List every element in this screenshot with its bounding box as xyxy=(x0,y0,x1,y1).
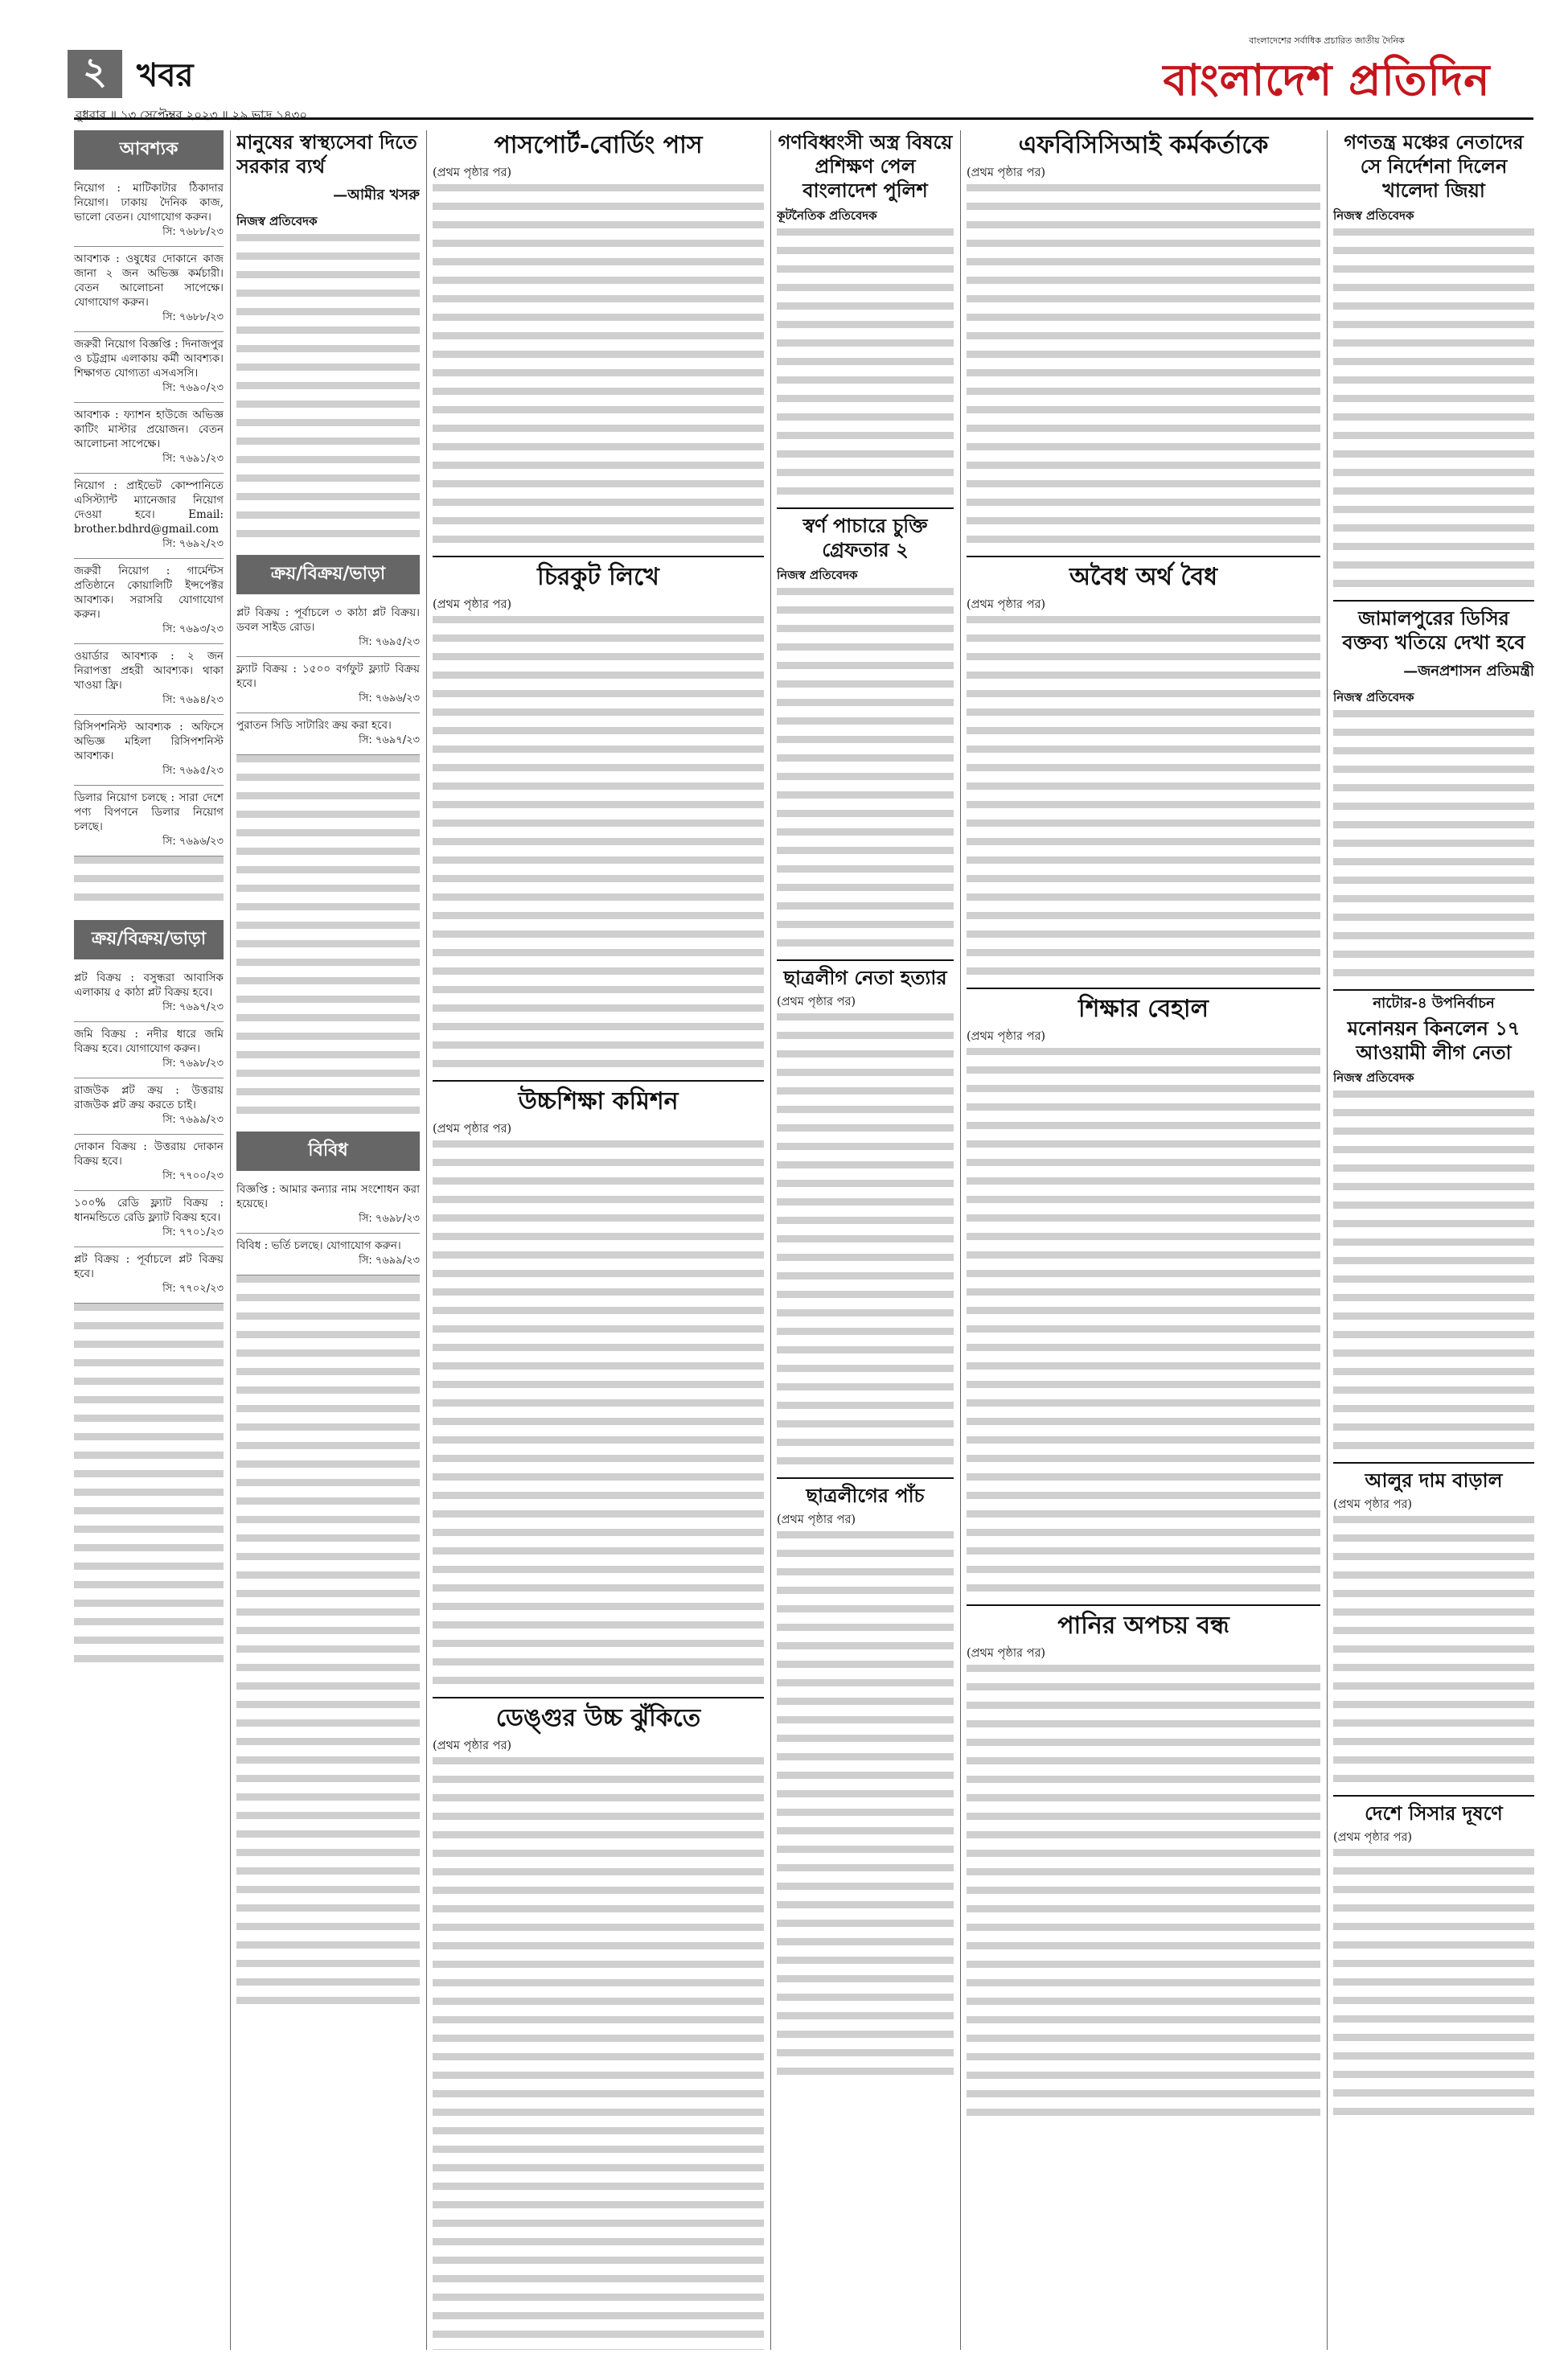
continued-note: (প্রথম পৃষ্ঠার পর) xyxy=(1333,1831,1413,1844)
article-byline: নিজস্ব প্রতিবেদক xyxy=(777,568,858,582)
column-eight xyxy=(1333,130,1534,2350)
article-headline: পানির অপচয় বন্ধ xyxy=(1057,1612,1229,1640)
continued-note: (প্রথম পৃষ্ঠার পর) xyxy=(777,996,856,1008)
page-number: ২ xyxy=(68,50,122,98)
article-kicker: নাটোর-৪ উপনির্বাচন xyxy=(1373,995,1495,1012)
classified-ad: ডিলার নিয়োগ চলছে : সারা দেশে পণ্য বিপণনে ডিলার নিয়োগ চলছে। সি: ৭৬৯৬/২৩ xyxy=(74,786,224,856)
article-attribution: —জনপ্রশাসন প্রতিমন্ত্রী xyxy=(1403,663,1534,680)
article-attribution: —আমীর খসরু xyxy=(333,187,420,203)
article-headline: মনোনয়ন কিনলেন ১৭ আওয়ামী লীগ নেতা xyxy=(1347,1017,1521,1064)
classified-heading: আবশ্যক xyxy=(74,130,224,170)
buy-sell-heading: ক্রয়/বিক্রয়/ভাড়া xyxy=(236,555,420,594)
continued-note: (প্রথম পৃষ্ঠার পর) xyxy=(433,1123,512,1136)
article-byline: নিজস্ব প্রতিবেদক xyxy=(1333,690,1414,704)
article-headline: জামালপুরের ডিসির বক্তব্য খতিয়ে দেখা হবে xyxy=(1342,606,1525,654)
classified-column xyxy=(74,130,224,2350)
sale-ad: পুরাতন সিডি সাটারিং ক্রয় করা হবে। সি: ৭৬৯৭/২৩ xyxy=(236,713,420,755)
article-byline: নিজস্ব প্রতিবেদক xyxy=(236,214,318,228)
newspaper-logo: বাংলাদেশ প্রতিদিন xyxy=(1163,54,1491,105)
article-headline: ডেঙ্গুর উচ্চ ঝুঁকিতে xyxy=(495,1704,701,1732)
continued-note: (প্রথম পৃষ্ঠার পর) xyxy=(433,1739,512,1752)
article-headline: এফবিসিসিআই কর্মকর্তাকে xyxy=(1018,131,1269,159)
continued-note: (প্রথম পৃষ্ঠার পর) xyxy=(967,598,1046,611)
sale-ad: প্লট বিক্রয় : বসুন্ধরা আবাসিক এলাকায় ৫ কাঠা প্লট বিক্রয় হবে। সি: ৭৬৯৭/২৩ xyxy=(74,966,224,1022)
sale-list xyxy=(74,966,224,1304)
article-headline: অবৈধ অর্থ বৈধ xyxy=(1069,563,1218,591)
continued-note: (প্রথম পৃষ্ঠার পর) xyxy=(777,1514,856,1526)
sale-ad: ফ্ল্যাট বিক্রয় : ১৫০০ বর্গফুট ফ্ল্যাট বিক্রয় হবে। সি: ৭৬৯৬/২৩ xyxy=(236,657,420,713)
article-headline: শিক্ষার বেহাল xyxy=(1078,995,1209,1023)
classified-ad: আবশ্যক : ফ্যাশন হাউজে অভিজ্ঞ কাটিং মাস্টার প্রয়োজন। বেতন আলোচনা সাপেক্ষে। সি: ৭৬৯১/২৩ xyxy=(74,403,224,474)
classified-ad: জরুরী নিয়োগ : গার্মেন্টস প্রতিষ্ঠানে কোয়ালিটি ইন্সপেক্টর আবশ্যক। সরাসরি যোগাযোগ করুন। সি: ৭৬৯৩/২৩ xyxy=(74,559,224,644)
classified-ad: জরুরী নিয়োগ বিজ্ঞপ্তি : দিনাজপুর ও চট্টগ্রাম এলাকায় কর্মী আবশ্যক। শিক্ষাগত যোগ্যতা এসএসসি। সি: ৭৬৯০/২৩ xyxy=(74,332,224,403)
continued-note: (প্রথম পৃষ্ঠার পর) xyxy=(433,166,512,179)
column-three xyxy=(433,130,764,2350)
continued-note: (প্রথম পৃষ্ঠার পর) xyxy=(433,598,512,611)
article-headline: আলুর দাম বাড়াল xyxy=(1365,1468,1503,1492)
article-headline: চিরকুট লিখে xyxy=(537,563,659,591)
classified-ad: নিয়োগ : মাটিকাটার ঠিকাদার নিয়োগ। ঢাকায় দৈনিক কাজ, ভালো বেতন। যোগাযোগ করুন। সি: ৭৬৮৮/২৩ xyxy=(74,176,224,247)
article-headline: গণতন্ত্র মঞ্চের নেতাদের সে নির্দেশনা দিলেন খালেদা জিয়া xyxy=(1344,130,1524,202)
column-five xyxy=(777,130,954,2350)
section-name: খবর xyxy=(137,57,194,94)
logo-tagline: বাংলাদেশের সর্বাধিক প্রচারিত জাতীয় দৈনিক xyxy=(1249,35,1405,46)
sale-heading: ক্রয়/বিক্রয়/ভাড়া xyxy=(74,920,224,959)
sale-ad: দোকান বিক্রয় : উত্তরায় দোকান বিক্রয় হবে। সি: ৭৭০০/২৩ xyxy=(74,1135,224,1191)
column-divider xyxy=(230,130,231,2350)
article-headline: স্বর্ণ পাচারে চুক্তি গ্রেফতার ২ xyxy=(802,514,928,561)
article-byline: কূটনৈতিক প্রতিবেদক xyxy=(777,208,877,223)
column-divider xyxy=(1327,130,1328,2350)
article-headline: মানুষের স্বাস্থ্যসেবা দিতে সরকার ব্যর্থ xyxy=(236,130,417,178)
column-divider xyxy=(426,130,427,2350)
column-six xyxy=(967,130,1320,2350)
article-headline: ছাত্রলীগের পাঁচ xyxy=(806,1484,925,1507)
continued-note: (প্রথম পৃষ্ঠার পর) xyxy=(967,1647,1046,1660)
classified-ad: রিসিপশনিস্ট আবশ্যক : অফিসে অভিজ্ঞ মহিলা রিসিপশনিস্ট আবশ্যক। সি: ৭৬৯৫/২৩ xyxy=(74,715,224,786)
dateline: বুধবার ॥ ১৩ সেপ্টেম্বর ২০২৩ ॥ ২৯ ভাদ্র ১৪৩০ xyxy=(76,108,308,122)
sale-ad: রাজউক প্লট ক্রয় : উত্তরায় রাজউক প্লট ক্রয় করতে চাই। সি: ৭৬৯৯/২৩ xyxy=(74,1078,224,1135)
article-headline: উচ্চশিক্ষা কমিশন xyxy=(518,1087,679,1115)
classified-ad: আবশ্যক : ওষুধের দোকানে কাজ জানা ২ জন অভিজ্ঞ কর্মচারী। বেতন আলোচনা সাপেক্ষে। যোগাযোগ করুন। সি: ৭৬৮৮/২৩ xyxy=(74,247,224,332)
article-headline: পাসপোর্ট-বোর্ডিং পাস xyxy=(494,131,703,159)
sale-ad: জমি বিক্রয় : নদীর ধারে জমি বিক্রয় হবে। যোগাযোগ করুন। সি: ৭৬৯৮/২৩ xyxy=(74,1022,224,1078)
column-divider xyxy=(770,130,771,2350)
column-two xyxy=(236,130,420,2350)
article-headline: ছাত্রলীগ নেতা হত্যার xyxy=(783,966,947,989)
article-byline: নিজস্ব প্রতিবেদক xyxy=(1333,1070,1414,1085)
classified-ad: নিয়োগ : প্রাইভেট কোম্পানিতে এসিস্ট্যান্ট ম্যানেজার নিয়োগ দেওয়া হবে। Email: brother.bdhrd@gmail.com সি: ৭৬৯২/২৩ xyxy=(74,474,224,559)
classified-ad: ওয়ার্ডার আবশ্যক : ২ জন নিরাপত্তা প্রহরী আবশ্যক। থাকা খাওয়া ফ্রি। সি: ৭৬৯৪/২৩ xyxy=(74,644,224,715)
article-headline: দেশে সিসার দূষণে xyxy=(1365,1801,1503,1825)
continued-note: (প্রথম পৃষ্ঠার পর) xyxy=(967,166,1046,179)
sale-ad: প্লট বিক্রয় : পূর্বাচলে ৩ কাঠা প্লট বিক্রয়। ডবল সাইড রোড। সি: ৭৬৯৫/২৩ xyxy=(236,601,420,657)
article-headline: গণবিধ্বংসী অস্ত্র বিষয়ে প্রশিক্ষণ পেল বাংলাদেশ পুলিশ xyxy=(778,130,953,202)
misc-heading: বিবিধ xyxy=(236,1132,420,1171)
sale-ad: ১০০% রেডি ফ্ল্যাট বিক্রয় : ধানমন্ডিতে রেডি ফ্ল্যাট বিক্রয় হবে। সি: ৭৭০১/২৩ xyxy=(74,1191,224,1247)
continued-note: (প্রথম পৃষ্ঠার পর) xyxy=(967,1030,1046,1043)
article-byline: নিজস্ব প্রতিবেদক xyxy=(1333,208,1414,223)
column-divider xyxy=(960,130,961,2350)
classified-list xyxy=(74,176,224,856)
misc-ad: বিজ্ঞপ্তি : আমার কন্যার নাম সংশোধন করা হয়েছে। সি: ৭৬৯৮/২৩ xyxy=(236,1177,420,1234)
continued-note: (প্রথম পৃষ্ঠার পর) xyxy=(1333,1498,1413,1511)
misc-ad: বিবিধ : ভর্তি চলছে। যোগাযোগ করুন। সি: ৭৬৯৯/২৩ xyxy=(236,1234,420,1275)
sale-ad: প্লট বিক্রয় : পূর্বাচলে প্লট বিক্রয় হবে। সি: ৭৭০২/২৩ xyxy=(74,1247,224,1304)
